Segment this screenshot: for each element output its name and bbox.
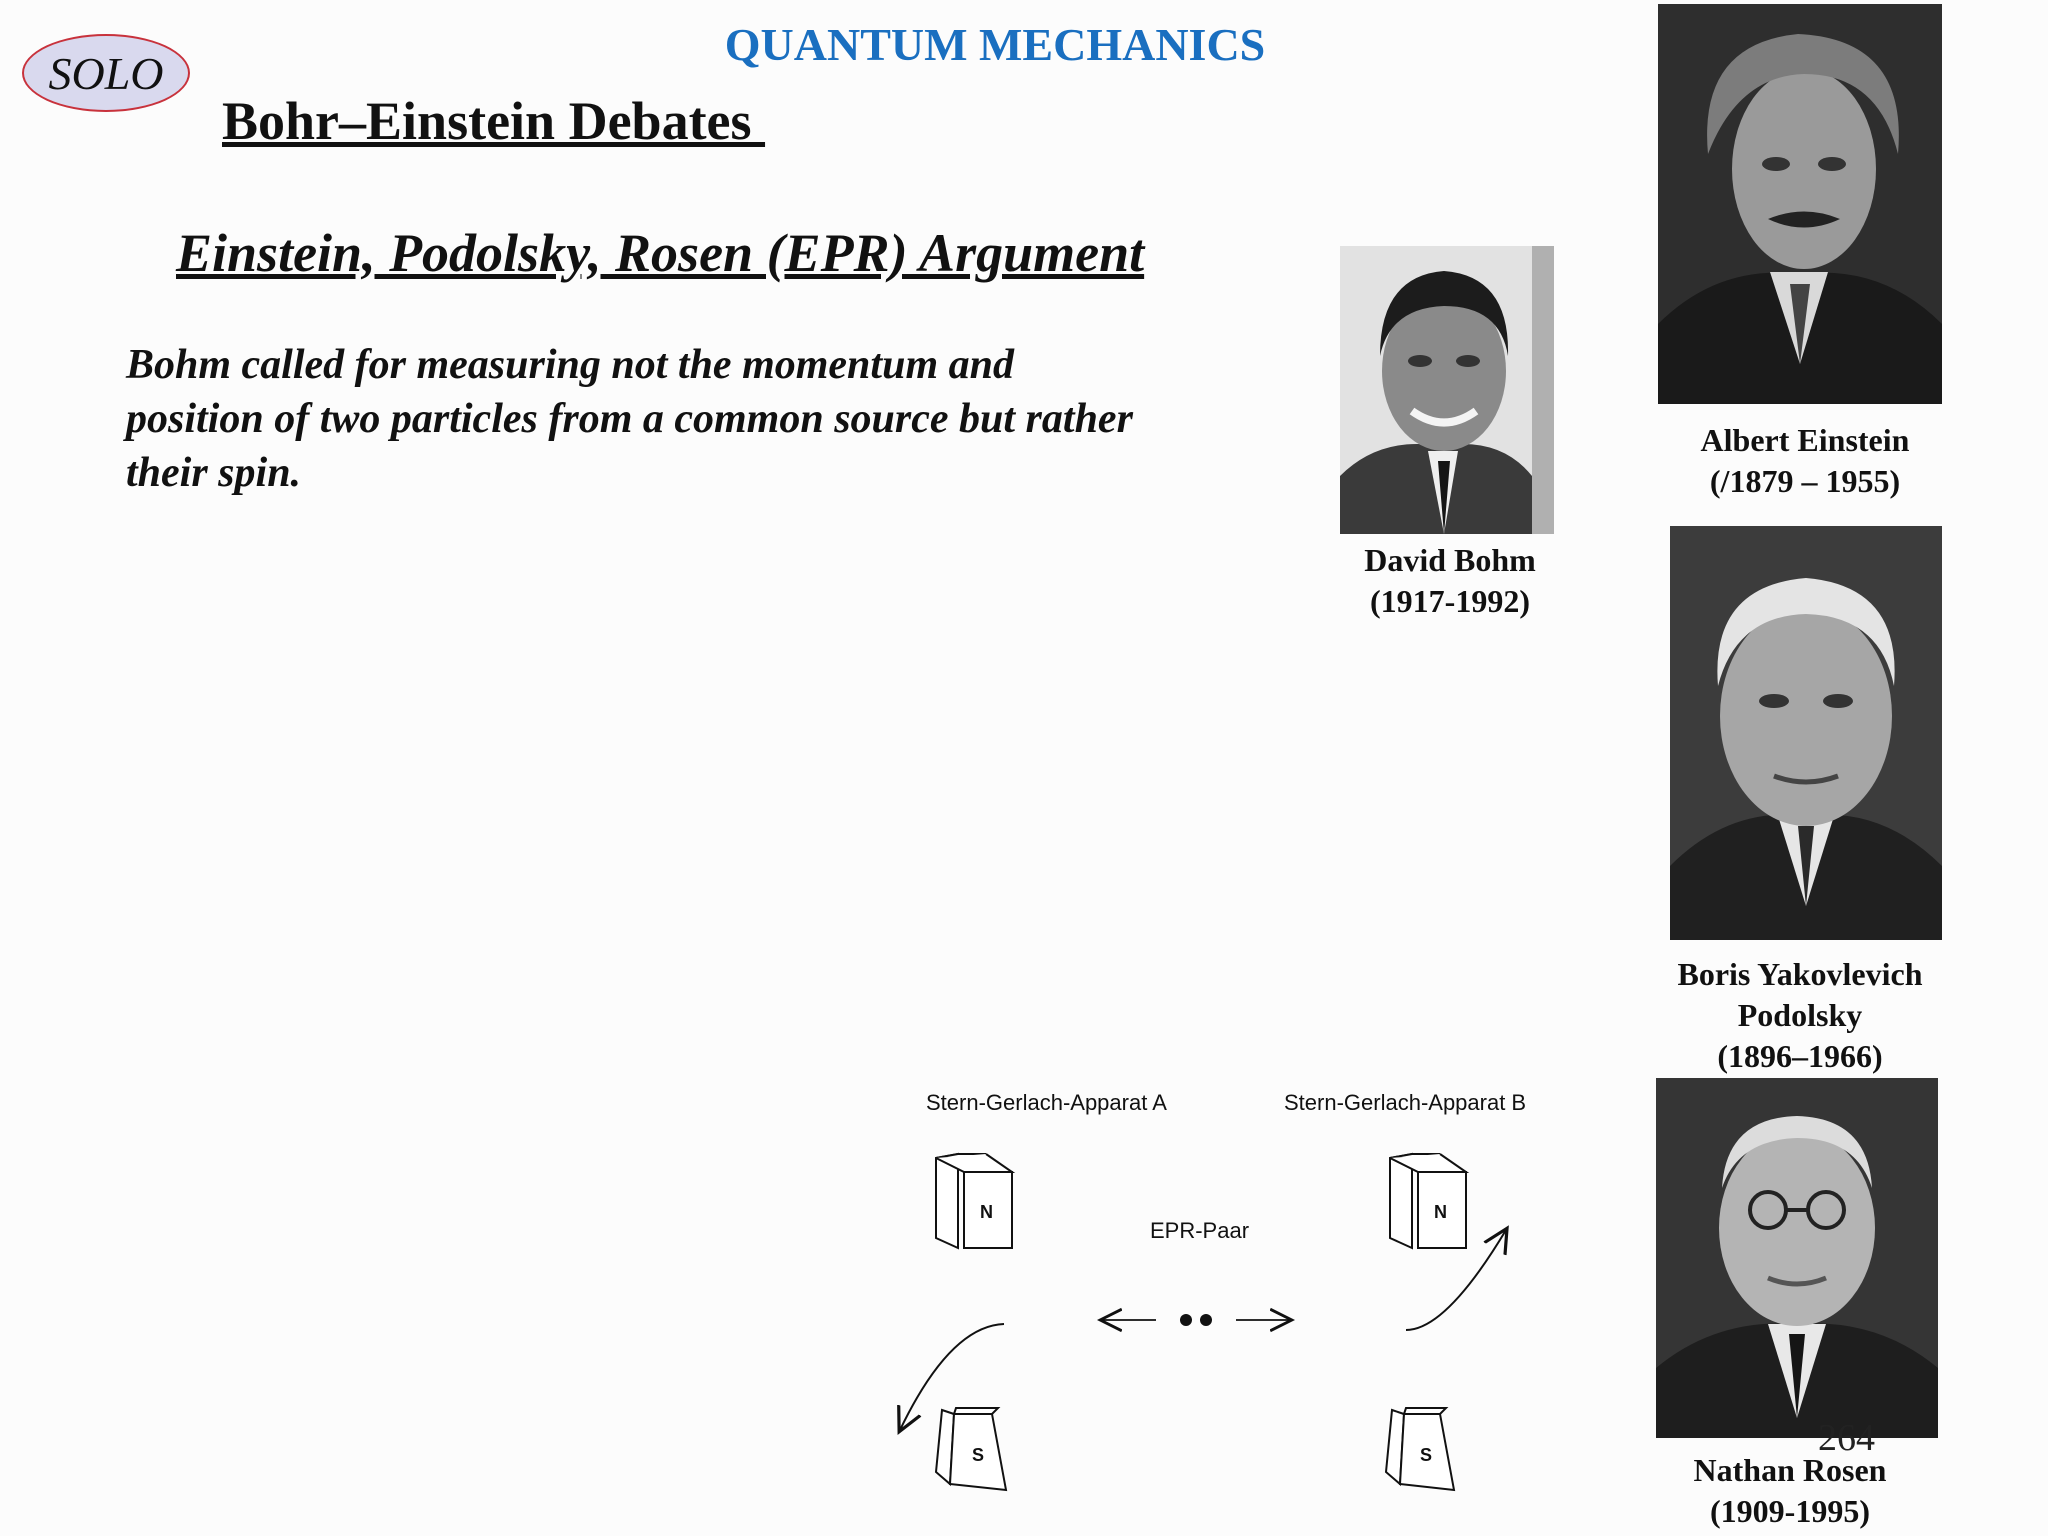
person-name: David Bohm bbox=[1364, 542, 1536, 578]
page-number: 264 bbox=[1818, 1417, 1875, 1459]
person-dates: (/1879 – 1955) bbox=[1709, 463, 1901, 499]
person-name-line1: Boris Yakovlevich bbox=[1677, 956, 1923, 992]
magnet-a-north bbox=[936, 1154, 1012, 1248]
david-bohm-portrait bbox=[1340, 246, 1554, 534]
particle-left bbox=[1180, 1314, 1192, 1326]
epr-pair-label: EPR-Paar bbox=[1150, 1218, 1250, 1243]
person-name-line2: Podolsky bbox=[1737, 997, 1863, 1033]
person-dates: (1909-1995) bbox=[1710, 1493, 1870, 1529]
magnet-b-north-label: N bbox=[1434, 1202, 1447, 1222]
magnet-a-south bbox=[936, 1408, 1006, 1490]
magnet-b-south-label: S bbox=[1420, 1445, 1433, 1465]
albert-einstein-portrait bbox=[1658, 4, 1942, 404]
epr-stern-gerlach-diagram bbox=[880, 1080, 1580, 1500]
boris-podolsky-portrait bbox=[1670, 526, 1942, 940]
person-name: Nathan Rosen bbox=[1693, 1452, 1887, 1488]
boris-podolsky-caption bbox=[1630, 954, 1970, 1077]
particle-right bbox=[1200, 1314, 1212, 1326]
albert-einstein-caption bbox=[1640, 420, 1970, 502]
nathan-rosen-portrait bbox=[1656, 1078, 1938, 1438]
section-heading: Einstein, Podolsky, Rosen (EPR) Argument bbox=[176, 223, 1145, 283]
slide-header: QUANTUM MECHANICS bbox=[724, 19, 1266, 70]
logo-text: SOLO bbox=[48, 47, 164, 99]
slide-subtitle: Bohr–Einstein Debates bbox=[222, 91, 766, 151]
person-name: Albert Einstein bbox=[1700, 422, 1910, 458]
person-dates: (1896–1966) bbox=[1717, 1038, 1883, 1074]
apparatus-a-label: Stern-Gerlach-Apparat A bbox=[926, 1090, 1167, 1115]
magnet-b-north bbox=[1390, 1154, 1466, 1248]
magnet-a-north-label: N bbox=[980, 1202, 993, 1222]
apparatus-b-label: Stern-Gerlach-Apparat B bbox=[1284, 1090, 1527, 1115]
body-text: Bohm called for measuring not the momentum and position of two particles from a common source but rather their spin. bbox=[126, 342, 1133, 496]
david-bohm-caption bbox=[1300, 540, 1600, 622]
nathan-rosen-caption bbox=[1640, 1450, 1940, 1532]
person-dates: (1917-1992) bbox=[1370, 583, 1530, 619]
magnet-a-south-label: S bbox=[972, 1445, 985, 1465]
